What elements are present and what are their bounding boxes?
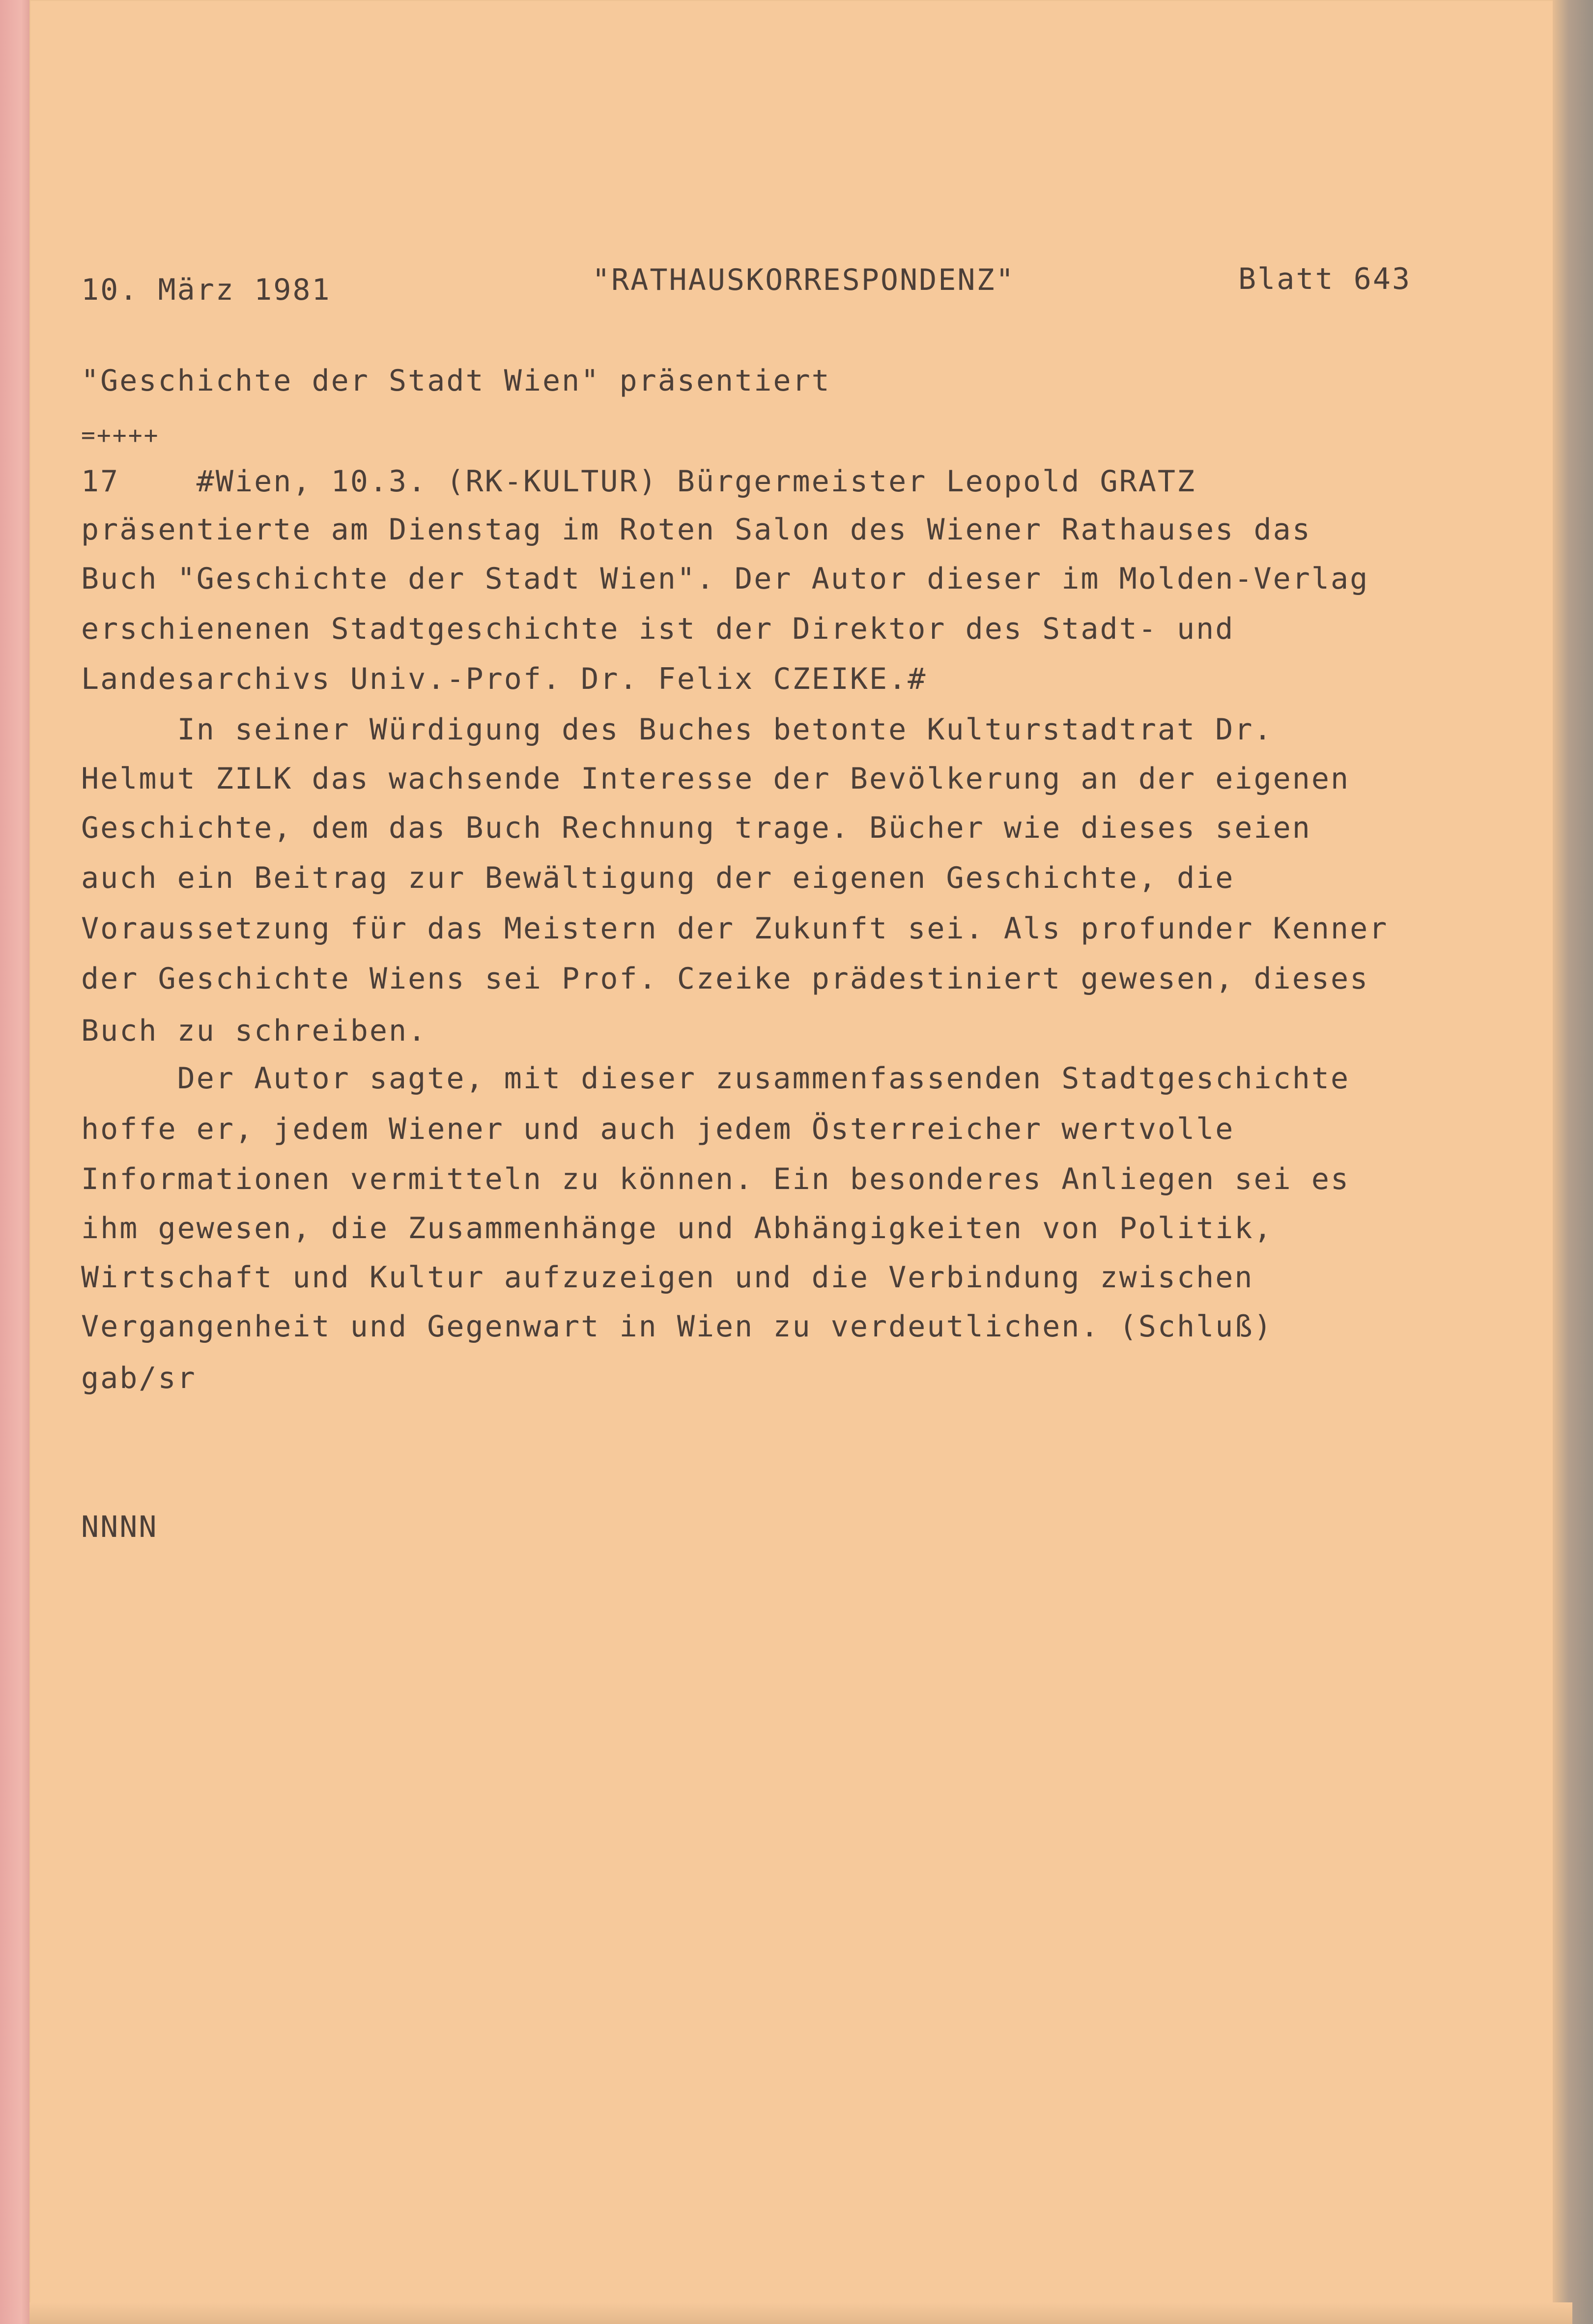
body-line: ihm gewesen, die Zusammenhänge und Abhängigkeiten von Politik, [81, 1211, 1273, 1246]
body-line: präsentierte am Dienstag im Roten Salon des Wiener Rathauses das [81, 512, 1311, 547]
body-line: 17 #Wien, 10.3. (RK-KULTUR) Bürgermeister Leopold GRATZ [81, 464, 1196, 499]
end-mark: NNNN [81, 1510, 158, 1544]
body-line: Vergangenheit und Gegenwart in Wien zu verdeutlichen. (Schluß) [81, 1309, 1273, 1344]
body-line: Geschichte, dem das Buch Rechnung trage. Bücher wie dieses seien [81, 811, 1311, 845]
body-line: Voraussetzung für das Meistern der Zukunft sei. Als profunder Kenner [81, 911, 1389, 946]
page-bottom-edge [29, 2302, 1572, 2324]
body-line: Buch zu schreiben. [81, 1014, 427, 1048]
body-line: Der Autor sagte, mit dieser zusammenfassenden Stadtgeschichte [81, 1061, 1350, 1096]
body-line: der Geschichte Wiens sei Prof. Czeike prädestiniert gewesen, dieses [81, 962, 1369, 996]
body-line: Helmut ZILK das wachsende Interesse der Bevölkerung an der eigenen [81, 762, 1350, 796]
body-line: Wirtschaft und Kultur aufzuzeigen und die Verbindung zwischen [81, 1260, 1254, 1295]
body-line: Informationen vermitteln zu können. Ein besonderes Anliegen sei es [81, 1162, 1350, 1196]
body-line: Landesarchivs Univ.-Prof. Dr. Felix CZEIKE.# [81, 662, 927, 696]
body-line: erschienenen Stadtgeschichte ist der Direktor des Stadt- und [81, 612, 1235, 646]
body-line: In seiner Würdigung des Buches betonte Kulturstadtrat Dr. [81, 712, 1273, 747]
header-publication: "RATHAUSKORRESPONDENZ" [592, 263, 1015, 297]
header-date: 10. März 1981 [81, 273, 331, 307]
body-line: auch ein Beitrag zur Bewältigung der eigenen Geschichte, die [81, 861, 1235, 895]
sign-off-initials: gab/sr [81, 1361, 197, 1395]
body-line: Buch "Geschichte der Stadt Wien". Der Autor dieser im Molden-Verlag [81, 562, 1369, 596]
header-page-number: Blatt 643 [1238, 262, 1412, 296]
page-right-edge [1553, 0, 1593, 2324]
headline-separator: =++++ [81, 422, 160, 449]
body-line: hoffe er, jedem Wiener und auch jedem Österreicher wertvolle [81, 1112, 1235, 1146]
article-headline: "Geschichte der Stadt Wien" präsentiert [81, 364, 831, 398]
